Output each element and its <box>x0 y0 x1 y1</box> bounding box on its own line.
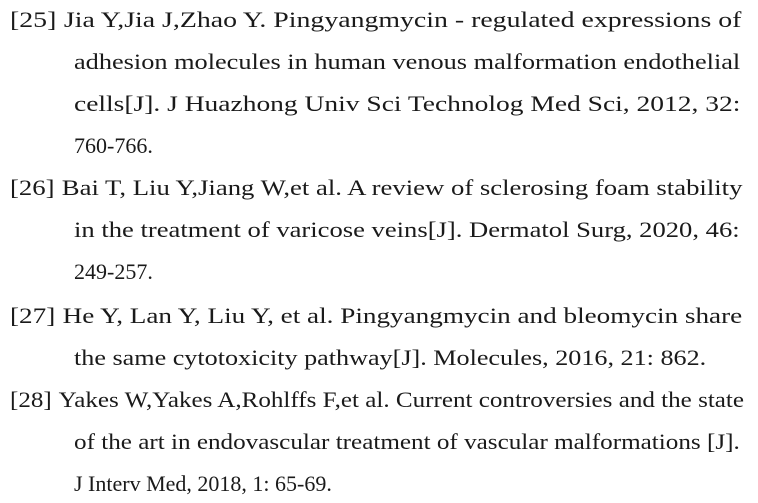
reference-text: 249-257. <box>74 259 153 284</box>
reference-number: [26] <box>10 175 55 200</box>
reference-text: 760-766. <box>74 133 153 158</box>
reference-text: J Interv Med, 2018, 1: 65-69. <box>74 471 332 496</box>
reference-text: adhesion molecules in human venous malformation endothelial <box>74 49 741 74</box>
reference-number: [28] <box>10 387 52 412</box>
reference-text: Bai T, Liu Y,Jiang W,et al. A review of sclerosing foam stability <box>61 175 743 200</box>
reference-25-line-1 <box>10 7 741 33</box>
reference-number: [27] <box>10 303 56 328</box>
reference-text: Jia Y,Jia J,Zhao Y. Pingyangmycin - regulated expressions of <box>63 7 742 32</box>
reference-text: cells[J]. J Huazhong Univ Sci Technolog Med Sci, 2012, 32: <box>74 91 741 116</box>
reference-text: of the art in endovascular treatment of vascular malformations [J]. <box>74 429 740 454</box>
reference-text: Yakes W,Yakes A,Rohlffs F,et al. Current controversies and the state <box>58 387 745 412</box>
reference-28-line-1 <box>10 387 744 413</box>
reference-text: He Y, Lan Y, Liu Y, et al. Pingyangmycin and bleomycin share <box>62 303 743 328</box>
reference-number: [25] <box>10 7 57 32</box>
reference-27-line-1 <box>10 303 742 329</box>
reference-text: the same cytotoxicity pathway[J]. Molecules, 2016, 21: 862. <box>74 345 707 370</box>
reference-26-line-1 <box>10 175 742 201</box>
reference-text: in the treatment of varicose veins[J]. Dermatol Surg, 2020, 46: <box>74 217 740 242</box>
